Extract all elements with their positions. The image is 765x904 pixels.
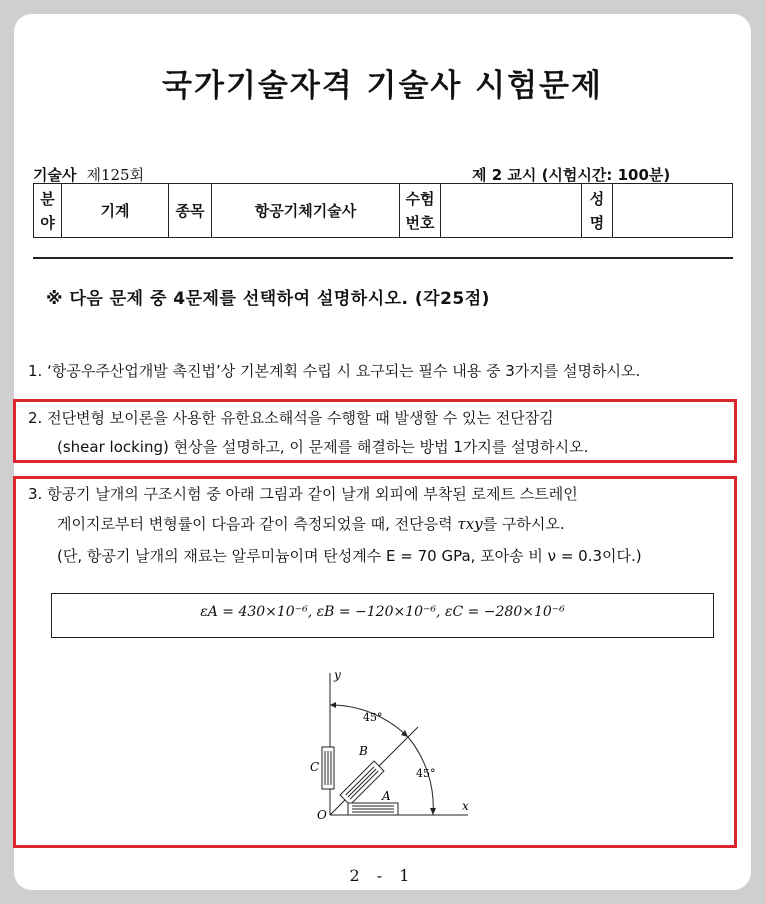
question-3-line2-end: 를 구하시오. — [482, 515, 565, 533]
exam-no-label — [400, 184, 441, 238]
gauge-b — [340, 761, 384, 805]
name-label — [582, 184, 613, 238]
question-1: 1. ‘항공우주산업개발 촉진법’상 기본계획 수립 시 요구되는 필수 내용 중 3가지를 설명하시오. — [28, 362, 641, 380]
angle-label-right: 45° — [416, 767, 436, 780]
arrow-head — [430, 808, 436, 815]
name-field[interactable] — [613, 184, 733, 238]
question-2-line1: 2. 전단변형 보이론을 사용한 유한요소해석을 수행할 때 발생할 수 있는 전단잠김 — [28, 409, 554, 427]
gauge-a-label: A — [382, 789, 391, 803]
question-3-line2-text: 게이지로부터 변형률이 다음과 같이 측정되었을 때, 전단응력 — [57, 515, 458, 533]
question-3-line1: 3. 항공기 날개의 구조시험 중 아래 그림과 같이 날개 외피에 부착된 로제트 스트레인 — [28, 485, 578, 503]
category-value: 항공기체기술사 — [212, 184, 400, 238]
exam-info-table — [33, 183, 733, 238]
question-3-line3: (단, 항공기 날개의 재료는 알루미늄이며 탄성계수 E = 70 GPa, 포아송 비 ν = 0.3이다.) — [57, 547, 642, 565]
field-value: 기계 — [62, 184, 169, 238]
exam-session: 제 2 교시 (시험시간: 100분) — [472, 166, 671, 184]
page-title: 국가기술자격 기술사 시험문제 — [162, 68, 603, 104]
name-label-text: 성명 — [589, 189, 605, 232]
origin-label: O — [317, 808, 327, 822]
strain-equation-box — [51, 593, 714, 638]
divider — [33, 257, 733, 259]
field-label — [34, 184, 62, 238]
question-2-line2: (shear locking) 현상을 설명하고, 이 문제를 해결하는 방법 1가지를 설명하시오. — [57, 438, 589, 456]
exam-no-label-text: 수험번호 — [405, 189, 435, 232]
gauge-b-label: B — [359, 744, 368, 758]
y-axis-label: y — [334, 668, 341, 682]
exam-type — [33, 164, 144, 185]
strain-equation: εA = 430×10⁻⁶, εB = −120×10⁻⁶, εC = −280×10⁻⁶ — [200, 604, 565, 620]
shear-stress-symbol: τxy — [457, 515, 483, 533]
x-axis-label: x — [462, 799, 469, 813]
question-3-line2 — [57, 513, 565, 534]
rosette-figure — [300, 665, 480, 825]
gauge-c-label: C — [310, 760, 320, 774]
instruction: ※ 다음 문제 중 4문제를 선택하여 설명하시오. (각25점) — [46, 289, 490, 309]
exam-round: 제125회 — [86, 166, 145, 184]
field-label-text: 분야 — [40, 189, 55, 232]
category-label: 종목 — [169, 184, 212, 238]
arrow-head — [330, 702, 336, 708]
exam-label: 기술사 — [33, 166, 77, 184]
page-number: 2 - 1 — [349, 866, 416, 885]
angle-label-top: 45° — [363, 711, 383, 724]
exam-no-field[interactable] — [441, 184, 582, 238]
